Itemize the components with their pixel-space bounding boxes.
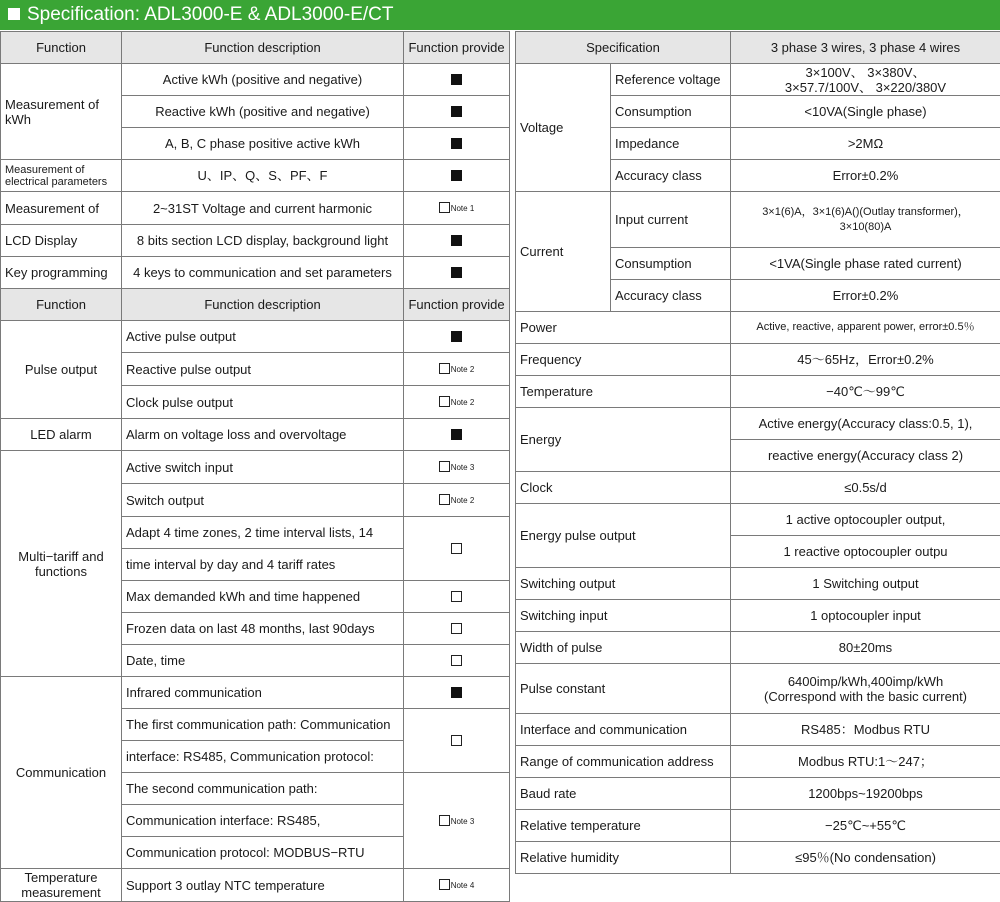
note-3: Note 3 — [451, 463, 475, 472]
address-label: Range of communication address — [516, 746, 731, 778]
filled-square-icon — [451, 331, 462, 342]
max-demand-desc: Max demanded kWh and time happened — [122, 581, 404, 613]
frequency-value: 45～65Hz，Error±0.2% — [731, 344, 1000, 376]
switching-input-value: 1 optocoupler input — [731, 600, 1000, 632]
input-current-value-1: 3×1(6)A，3×1(6)A()(Outlay transformer)， — [762, 206, 969, 218]
reactive-pulse-desc: Reactive pulse output — [122, 353, 404, 386]
led-desc: Alarm on voltage loss and overvoltage — [122, 419, 404, 451]
filled-square-icon — [451, 235, 462, 246]
pulse-constant-value-2: (Correspond with the basic current) — [764, 689, 967, 704]
table-row — [1, 225, 510, 257]
ntc-desc: Support 3 outlay NTC temperature — [122, 869, 404, 902]
first-path-desc-2: interface: RS485, Communication protocol: — [122, 741, 404, 773]
width-pulse-value: 80±20ms — [731, 632, 1000, 664]
table-row — [1, 451, 510, 484]
header-wiring: 3 phase 3 wires, 3 phase 4 wires — [731, 32, 1000, 64]
address-value: Modbus RTU:1～247； — [731, 746, 1000, 778]
function-table — [0, 31, 510, 902]
key-desc: 4 keys to communication and set parameters — [122, 257, 404, 289]
current-consumption-label: Consumption — [611, 248, 731, 280]
empty-square-icon — [451, 543, 462, 554]
empty-square-icon — [439, 879, 450, 890]
first-path-desc-1: The first communication path: Communication — [122, 709, 404, 741]
header-provide: Function provide — [404, 289, 510, 321]
table-row — [1, 257, 510, 289]
table-row — [516, 504, 1000, 536]
empty-square-icon — [451, 591, 462, 602]
voltage-accuracy-value: Error±0.2% — [731, 160, 1000, 192]
baud-label: Baud rate — [516, 778, 731, 810]
reference-voltage-label: Reference voltage — [611, 64, 731, 96]
second-path-desc-2: Communication interface: RS485, — [122, 805, 404, 837]
multi-tariff-label: Multi−tariff and functions — [1, 451, 122, 677]
table-header-row — [1, 32, 510, 64]
switching-output-value: 1 Switching output — [731, 568, 1000, 600]
table-row — [1, 419, 510, 451]
square-icon — [8, 8, 20, 20]
title-banner — [0, 0, 1000, 30]
table-header-row — [1, 289, 510, 321]
pulse-constant-label: Pulse constant — [516, 664, 731, 714]
adapt-desc-2: time interval by day and 4 tariff rates — [122, 549, 404, 581]
lcd-label: LCD Display — [1, 225, 122, 257]
header-specification: Specification — [516, 32, 731, 64]
date-time-desc: Date, time — [122, 645, 404, 677]
measurement-kwh-label: Measurement of kWh — [1, 64, 122, 160]
table-row — [516, 664, 1000, 714]
relative-humidity-label: Relative humidity — [516, 842, 731, 874]
pulse-constant-value-1: 6400imp/kWh,400imp/kWh — [788, 674, 943, 689]
filled-square-icon — [451, 267, 462, 278]
communication-label: Communication — [1, 677, 122, 869]
empty-square-icon — [451, 655, 462, 666]
voltage-label: Voltage — [516, 64, 611, 192]
clock-label: Clock — [516, 472, 731, 504]
table-row — [1, 160, 510, 192]
second-path-desc-1: The second communication path: — [122, 773, 404, 805]
baud-value: 1200bps~19200bps — [731, 778, 1000, 810]
current-accuracy-value: Error±0.2% — [731, 280, 1000, 312]
table-row — [516, 746, 1000, 778]
filled-square-icon — [451, 687, 462, 698]
note-2: Note 2 — [451, 496, 475, 505]
temperature-label: Temperature — [516, 376, 731, 408]
filled-square-icon — [451, 429, 462, 440]
switch-output-desc: Switch output — [122, 484, 404, 517]
note-2: Note 2 — [451, 398, 475, 407]
empty-square-icon — [439, 461, 450, 472]
table-row — [1, 192, 510, 225]
infrared-desc: Infrared communication — [122, 677, 404, 709]
note-1: Note 1 — [451, 204, 475, 213]
table-row — [516, 192, 1000, 248]
empty-square-icon — [439, 494, 450, 505]
input-current-label: Input current — [611, 192, 731, 248]
current-consumption-value: <1VA(Single phase rated current) — [731, 248, 1000, 280]
power-value: Active, reactive, apparent power, error±0.5％ — [731, 312, 1000, 344]
empty-square-icon — [439, 363, 450, 374]
input-current-value-2: 3×10(80)A — [840, 221, 892, 233]
energy-pulse-value-1: 1 active optocoupler output, — [731, 504, 1000, 536]
active-pulse-desc: Active pulse output — [122, 321, 404, 353]
elec-params-desc: U、IP、Q、S、PF、F — [122, 160, 404, 192]
adapt-desc-1: Adapt 4 time zones, 2 time interval lists, 14 — [122, 517, 404, 549]
harmonic-desc: 2~31ST Voltage and current harmonic — [122, 192, 404, 225]
voltage-accuracy-label: Accuracy class — [611, 160, 731, 192]
relative-temperature-value: −25℃~+55℃ — [731, 810, 1000, 842]
led-label: LED alarm — [1, 419, 122, 451]
table-row — [516, 632, 1000, 664]
relative-humidity-value: ≤95％(No condensation) — [731, 842, 1000, 874]
empty-square-icon — [439, 815, 450, 826]
empty-square-icon — [439, 202, 450, 213]
empty-square-icon — [439, 396, 450, 407]
abc-kwh-desc: A, B, C phase positive active kWh — [122, 128, 404, 160]
table-row — [1, 64, 510, 96]
width-pulse-label: Width of pulse — [516, 632, 731, 664]
measurement-elec-label: Measurement of electrical parameters — [1, 160, 122, 192]
relative-temperature-label: Relative temperature — [516, 810, 731, 842]
table-row — [516, 344, 1000, 376]
power-label: Power — [516, 312, 731, 344]
filled-square-icon — [451, 106, 462, 117]
table-row — [516, 778, 1000, 810]
note-4: Note 4 — [451, 881, 475, 890]
table-row — [516, 408, 1000, 440]
lcd-desc: 8 bits section LCD display, background light — [122, 225, 404, 257]
temperature-measurement-label: Temperature measurement — [1, 869, 122, 902]
energy-value-2: reactive energy(Accuracy class 2) — [731, 440, 1000, 472]
current-accuracy-label: Accuracy class — [611, 280, 731, 312]
active-switch-desc: Active switch input — [122, 451, 404, 484]
measurement-of-label: Measurement of — [1, 192, 122, 225]
empty-square-icon — [451, 623, 462, 634]
header-description: Function description — [122, 32, 404, 64]
filled-square-icon — [451, 74, 462, 85]
table-header-row — [516, 32, 1000, 64]
header-function: Function — [1, 289, 122, 321]
table-row — [516, 600, 1000, 632]
interface-label: Interface and communication — [516, 714, 731, 746]
table-row — [516, 64, 1000, 96]
clock-value: ≤0.5s/d — [731, 472, 1000, 504]
table-row — [516, 842, 1000, 874]
energy-label: Energy — [516, 408, 731, 472]
key-label: Key programming — [1, 257, 122, 289]
active-kwh-desc: Active kWh (positive and negative) — [122, 64, 404, 96]
switching-input-label: Switching input — [516, 600, 731, 632]
clock-pulse-desc: Clock pulse output — [122, 386, 404, 419]
table-row — [1, 677, 510, 709]
frozen-desc: Frozen data on last 48 months, last 90days — [122, 613, 404, 645]
frequency-label: Frequency — [516, 344, 731, 376]
impedance-value: >2MΩ — [731, 128, 1000, 160]
table-row — [516, 714, 1000, 746]
energy-pulse-label: Energy pulse output — [516, 504, 731, 568]
pulse-output-label: Pulse output — [1, 321, 122, 419]
energy-value-1: Active energy(Accuracy class:0.5, 1), — [731, 408, 1000, 440]
specification-table — [515, 31, 1000, 874]
page-title: Specification: ADL3000-E & ADL3000-E/CT — [27, 4, 393, 25]
impedance-label: Impedance — [611, 128, 731, 160]
table-row — [516, 312, 1000, 344]
reactive-kwh-desc: Reactive kWh (positive and negative) — [122, 96, 404, 128]
table-row — [516, 568, 1000, 600]
table-row — [1, 869, 510, 902]
reference-voltage-value-1: 3×100V、 3×380V、 — [806, 65, 926, 80]
voltage-consumption-value: <10VA(Single phase) — [731, 96, 1000, 128]
header-description: Function description — [122, 289, 404, 321]
note-2: Note 2 — [451, 365, 475, 374]
header-function: Function — [1, 32, 122, 64]
filled-square-icon — [451, 138, 462, 149]
current-label: Current — [516, 192, 611, 312]
second-path-desc-3: Communication protocol: MODBUS−RTU — [122, 837, 404, 869]
header-provide: Function provide — [404, 32, 510, 64]
filled-square-icon — [451, 170, 462, 181]
table-row — [1, 321, 510, 353]
table-row — [516, 810, 1000, 842]
table-row — [516, 376, 1000, 408]
table-row — [516, 472, 1000, 504]
energy-pulse-value-2: 1 reactive optocoupler outpu — [731, 536, 1000, 568]
switching-output-label: Switching output — [516, 568, 731, 600]
note-3: Note 3 — [451, 817, 475, 826]
voltage-consumption-label: Consumption — [611, 96, 731, 128]
interface-value: RS485：Modbus RTU — [731, 714, 1000, 746]
reference-voltage-value-2: 3×57.7/100V、 3×220/380V — [785, 80, 946, 95]
temperature-value: −40℃～99℃ — [731, 376, 1000, 408]
empty-square-icon — [451, 735, 462, 746]
